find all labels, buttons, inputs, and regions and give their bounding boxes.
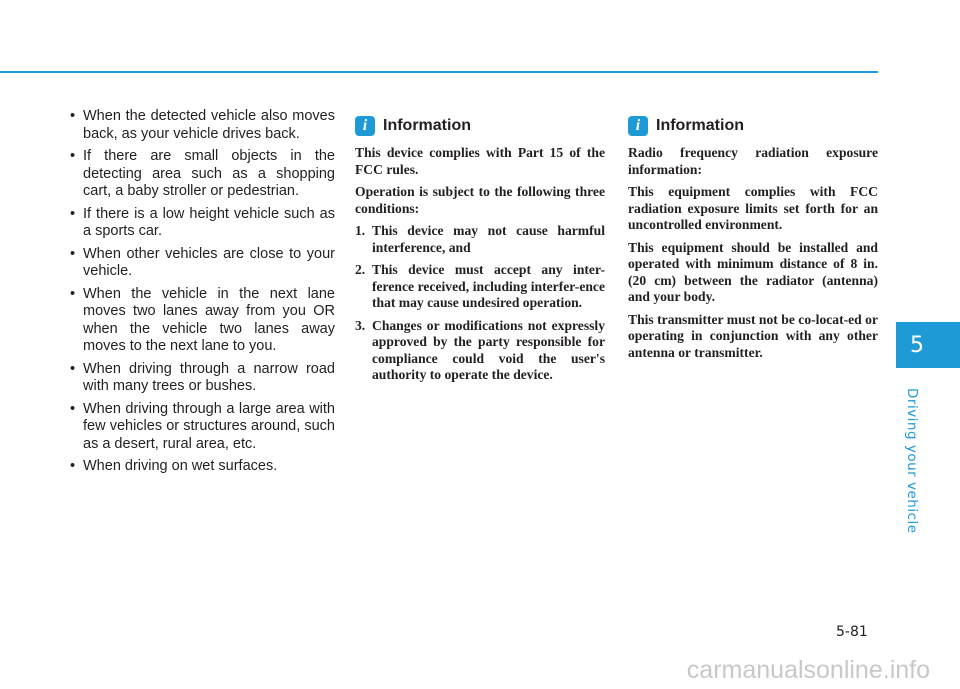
info-box-rf <box>628 115 878 367</box>
info-paragraph: Radio frequency radiation exposure information: <box>628 145 878 177</box>
conditions-list <box>355 223 605 384</box>
page-number: 5-81 <box>836 624 868 640</box>
bullet-column <box>70 108 335 481</box>
bullet-icon: • <box>70 108 76 124</box>
header-rule <box>0 71 878 73</box>
watermark: carmanualsonline.info <box>686 656 930 684</box>
chapter-tab <box>896 322 960 368</box>
list-item <box>355 318 605 384</box>
item-number: 3. <box>355 317 366 333</box>
item-text: Changes or modifications not expressly approved by the party responsible for compliance could void the user's authority to operate the device. <box>372 317 605 382</box>
list-item <box>355 262 605 312</box>
info-title: Information <box>656 117 744 134</box>
list-item: • If there is a low height vehicle such as a sports car. <box>70 205 335 239</box>
item-text: This device may not cause harmful interference, and <box>372 223 605 255</box>
list-item: • When the detected vehicle also moves back, as your vehicle drives back. <box>70 108 335 142</box>
info-paragraph: This equipment complies with FCC radiation exposure limits set forth for an uncontrolled environment. <box>628 184 878 232</box>
chapter-title: Driving your vehicle <box>904 388 920 534</box>
bullet-icon: • <box>70 245 76 262</box>
info-paragraph: This transmitter must not be co-locat-ed or operating in conjunction with any other antenna or transmitter. <box>628 311 878 360</box>
info-paragraph: Operation is subject to the following three conditions: <box>355 184 605 216</box>
item-text: This device must accept any inter-ference received, including interfer-ence that may cause undesired operation. <box>372 262 605 310</box>
info-paragraph: This device complies with Part 15 of the FCC rules. <box>355 145 605 177</box>
bullet-icon: • <box>70 400 76 417</box>
bullet-icon: • <box>70 360 76 377</box>
info-icon: i <box>355 116 375 136</box>
condition-list <box>70 108 335 476</box>
list-item <box>355 223 605 256</box>
chapter-number: 5 <box>910 332 924 358</box>
list-item: • If there are small objects in the detecting area such as a shopping cart, a baby stroller or pedestrian. <box>70 148 335 199</box>
list-item: • When other vehicles are close to your vehicle. <box>70 245 335 279</box>
item-number: 1. <box>355 223 366 238</box>
list-item: • When the vehicle in the next lane moves two lanes away from you OR when the vehicle two lanes away moves to the next lane to you. <box>70 285 335 354</box>
list-item: • When driving on wet surfaces. <box>70 458 278 474</box>
info-title: Information <box>383 117 471 134</box>
list-item: • When driving through a narrow road with many trees or bushes. <box>70 360 335 394</box>
info-paragraph: This equipment should be installed and operated with minimum distance of 8 in. (20 cm) between the radiator (antenna) and your body. <box>628 239 878 304</box>
item-number: 2. <box>355 262 366 277</box>
info-header <box>628 115 878 137</box>
bullet-icon: • <box>70 285 76 302</box>
list-item: • When driving through a large area with few vehicles or structures around, such as a desert, rural area, etc. <box>70 400 335 452</box>
bullet-icon: • <box>70 205 76 222</box>
bullet-icon: • <box>70 458 76 474</box>
info-header <box>355 115 605 137</box>
info-box-fcc <box>355 115 605 390</box>
bullet-icon: • <box>70 148 76 164</box>
info-icon: i <box>628 116 648 136</box>
